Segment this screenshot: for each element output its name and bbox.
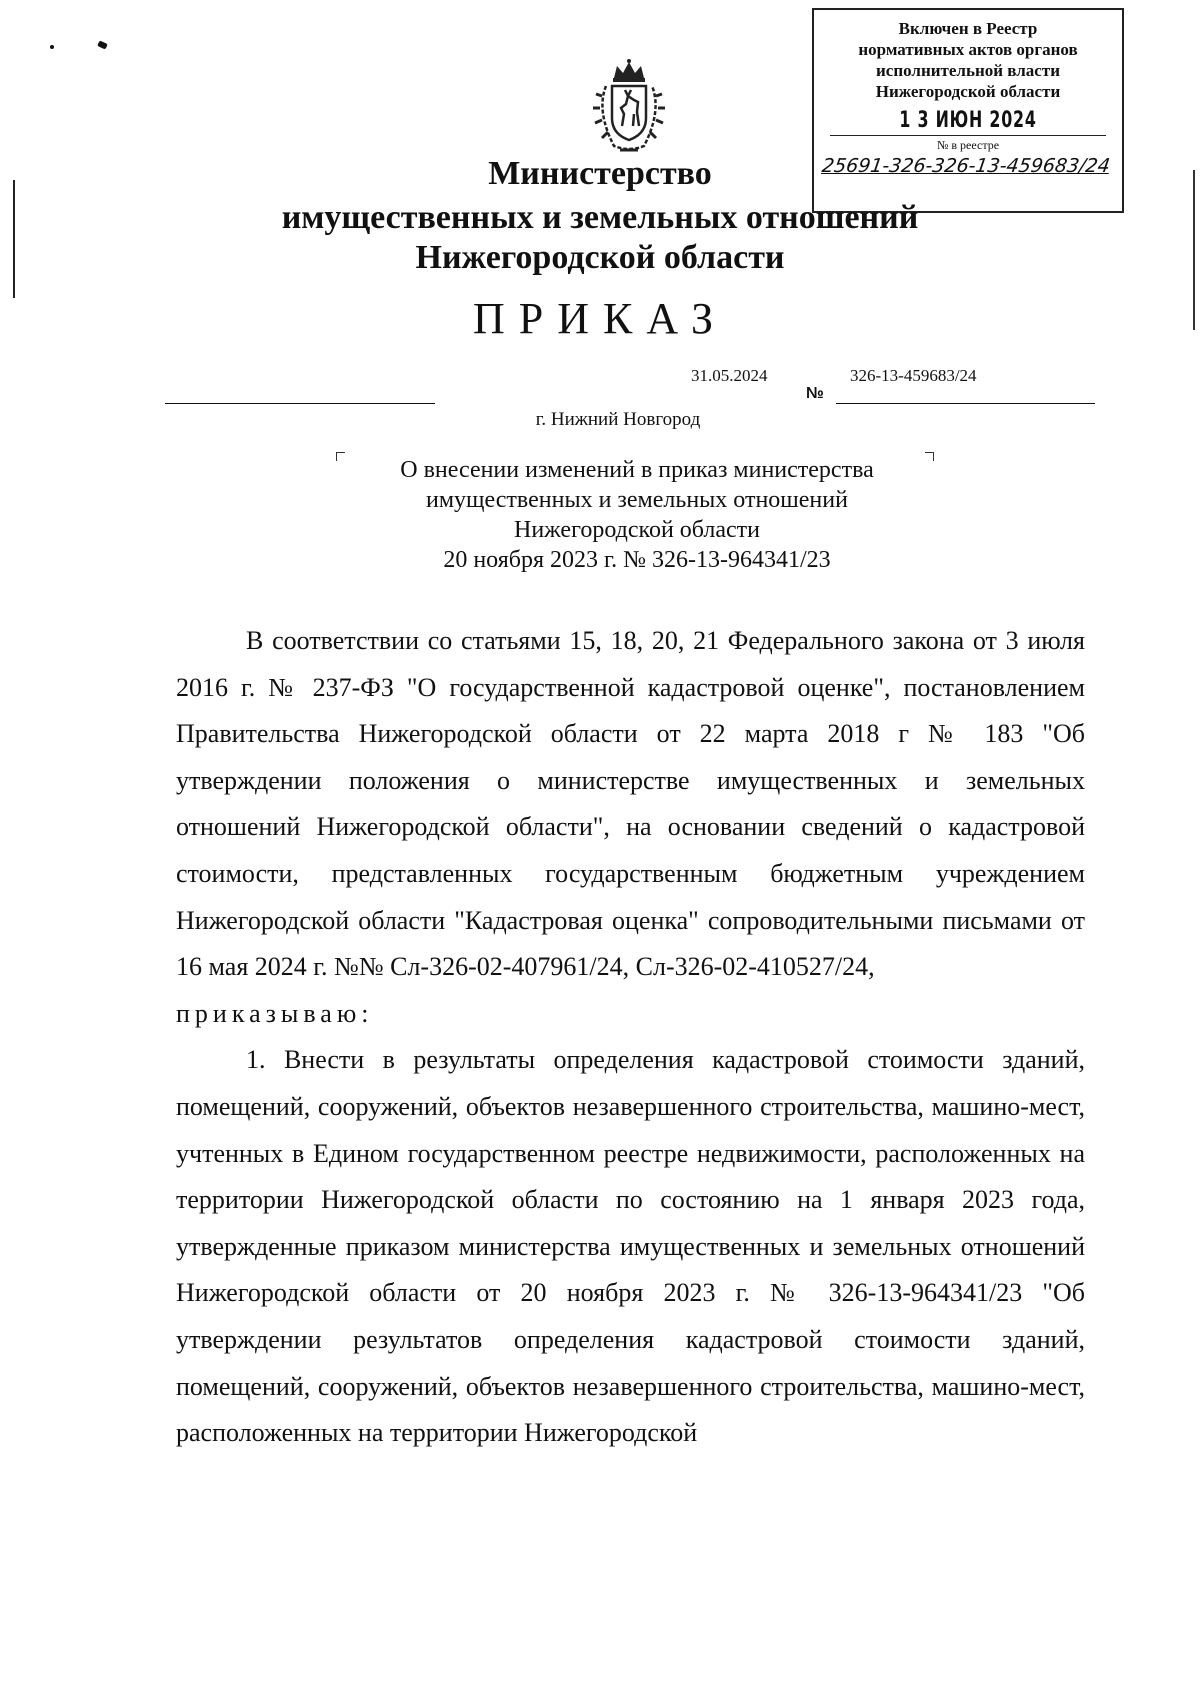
stamp-text-line: исполнительной власти bbox=[876, 61, 1060, 80]
stamp-text-line: Нижегородской области bbox=[875, 82, 1061, 101]
stamp-text-line: нормативных актов органов bbox=[858, 40, 1078, 59]
order-subject bbox=[330, 455, 944, 575]
stamp-number-label: № в реестре bbox=[936, 138, 1000, 152]
order-number: 326-13-459683/24 bbox=[850, 366, 977, 385]
order-title: ПРИКАЗ bbox=[472, 294, 728, 343]
date-underline bbox=[165, 403, 435, 404]
order-date: 31.05.2024 bbox=[691, 366, 768, 385]
stamp-registry-number: 25691-326-326-13-459683/24 bbox=[820, 155, 1112, 177]
subject-line: 20 ноября 2023 г. № 326-13-964341/23 bbox=[443, 547, 831, 573]
number-sign: № bbox=[806, 385, 824, 402]
city-name: г. Нижний Новгород bbox=[535, 409, 701, 430]
stamp-divider bbox=[830, 135, 1106, 136]
subject-line: имущественных и земельных отношений bbox=[426, 487, 848, 513]
subject-line: Нижегородской области bbox=[513, 517, 761, 543]
subject-line: О внесении изменений в приказ министерства bbox=[400, 457, 874, 483]
document-body bbox=[176, 618, 1085, 1457]
ministry-name-line-2: имущественных и земельных отношений bbox=[281, 199, 919, 236]
preamble-paragraph: В соответствии со статьями 15, 18, 20, 21 Федерального закона от 3 июля 2016 г. № 237-ФЗ "О государственной кадастровой оценке", постановлением Правительства Нижегородской области от 22 марта 2018 г № 183 "Об утверждении положения о министерстве имущественных и земельных отношений Нижегородской области", на основании сведений о кадастровой стоимости, представленных государственным бюджетным учреждением Нижегородской области "Кадастровая оценка" сопроводительными письмами от 16 мая 2024 г. №№ Сл-326-02-407961/24, Сл-326-02-410527/24, bbox=[176, 626, 1085, 982]
scan-speck bbox=[97, 40, 108, 49]
stamp-text-line: Включен в Реестр bbox=[898, 19, 1038, 38]
coat-of-arms-icon bbox=[584, 56, 674, 156]
item-1-paragraph: 1. Внести в результаты определения кадастровой стоимости зданий, помещений, сооружений, объектов незавершенного строительства, машино-мест, учтенных в Едином государственном реестре недвижимости, расположенных на территории Нижегородской области по состоянию на 1 января 2023 года, утвержденные приказом министерства имущественных и земельных отношений Нижегородской области от 20 ноября 2023 г. № 326-13-964341/23 "Об утверждении результатов определения кадастровой стоимости зданий, помещений, сооружений, объектов незавершенного строительства, машино-мест, расположенных на территории Нижегородской bbox=[176, 1045, 1085, 1448]
order-word: приказываю: bbox=[176, 998, 374, 1028]
ministry-name-line-1: Министерство bbox=[488, 155, 712, 192]
ministry-name-line-3: Нижегородской области bbox=[415, 239, 785, 276]
scan-speck bbox=[50, 45, 54, 49]
stamp-date: 1 3 ИЮН 2024 bbox=[899, 108, 1037, 133]
number-underline bbox=[836, 403, 1095, 404]
